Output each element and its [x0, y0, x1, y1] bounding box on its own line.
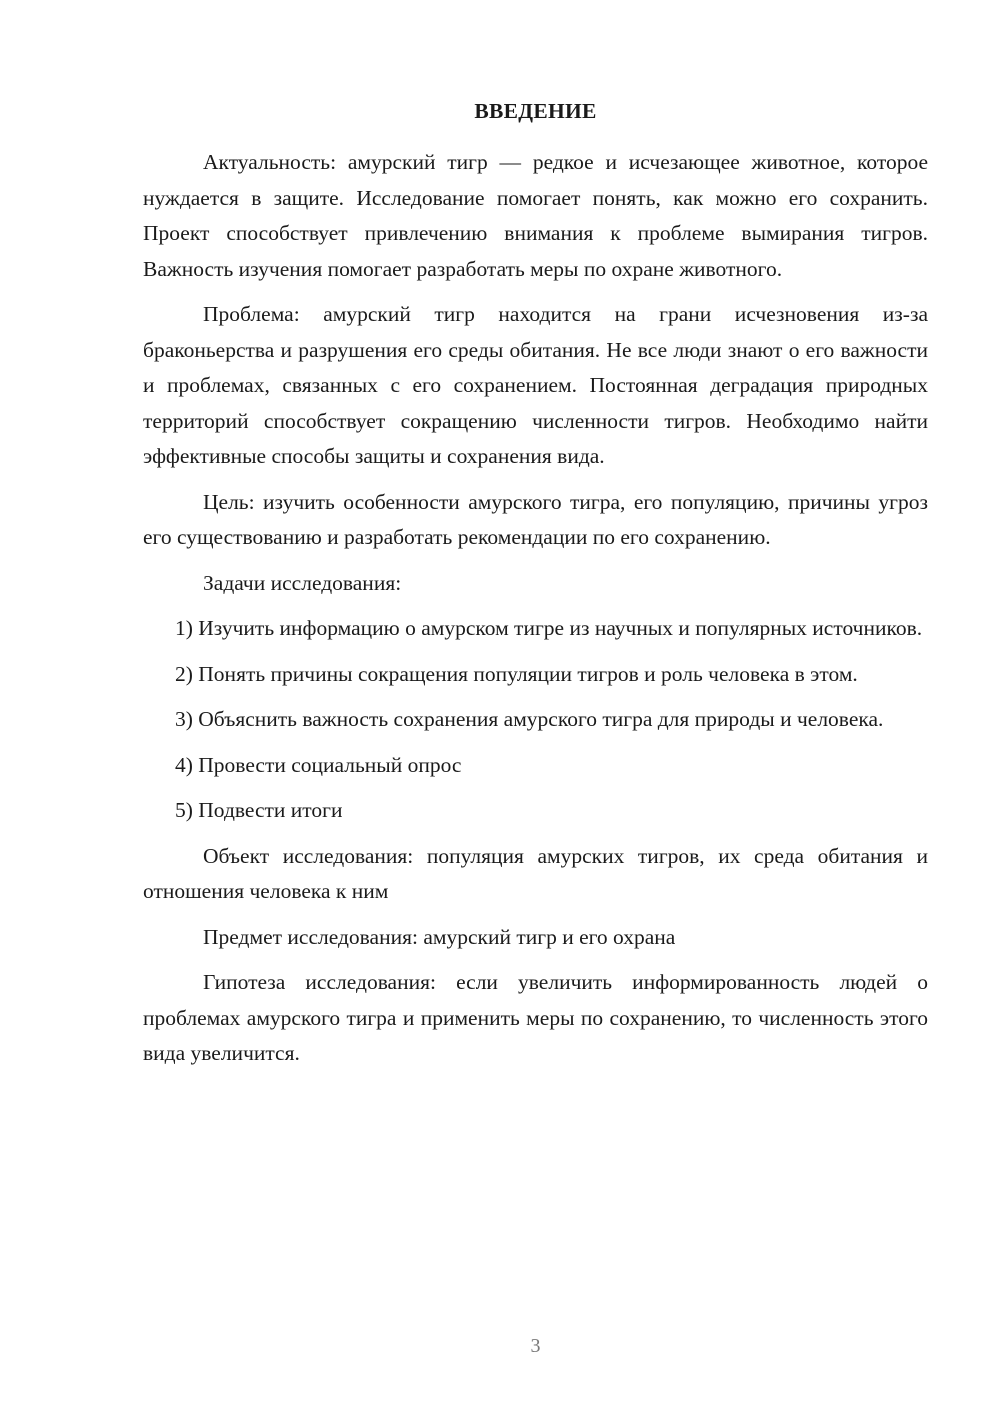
page-title: ВВЕДЕНИЕ [474, 99, 597, 123]
task-item-1: 1) Изучить информацию о амурском тигре из научных и популярных источников. [175, 616, 923, 640]
document-page [143, 0, 928, 1414]
document-body [143, 145, 928, 1082]
paragraph-subject: Предмет исследования: амурский тигр и его охрана [203, 924, 676, 949]
task-item-2: 2) Понять причины сокращения популяции тигров и роль человека в этом. [175, 661, 858, 686]
task-item-5: 5) Подвести итоги [175, 798, 343, 822]
paragraph-hypothesis: Гипотеза исследования: если увеличить информированность людей о проблемах амурского тигра и применить меры по сохранению, то численность этого вида увеличится. [143, 970, 928, 1065]
paragraph-object: Объект исследования: популяция амурских тигров, их среда обитания и отношения человека к ним [143, 843, 928, 903]
paragraph-relevance: Актуальность: амурский тигр — редкое и исчезающее животное, которое нуждается в защите. Исследование помогает понять, как можно его сохранить. Проект способствует привлечению внимания к проблеме вымирания тигров. Важность изучения помогает разработать меры по охране животного. [143, 150, 928, 281]
paragraph-tasks-heading: Задачи исследования: [203, 570, 402, 595]
page-number: 3 [530, 1335, 541, 1357]
task-item-3: 3) Объяснить важность сохранения амурского тигра для природы и человека. [175, 707, 884, 731]
paragraph-goal: Цель: изучить особенности амурского тигра, его популяцию, причины угроз его существованию и разработать рекомендации по его сохранению. [143, 489, 928, 549]
task-item-4: 4) Провести социальный опрос [175, 752, 462, 777]
paragraph-problem: Проблема: амурский тигр находится на грани исчезновения из-за браконьерства и разрушения его среды обитания. Не все люди знают о его важности и проблемах, связанных с его сохранением. Постоянная деградация природных территорий способствует сокращению численности тигров. Необходимо найти эффективные способы защиты и сохранения вида. [143, 302, 928, 468]
